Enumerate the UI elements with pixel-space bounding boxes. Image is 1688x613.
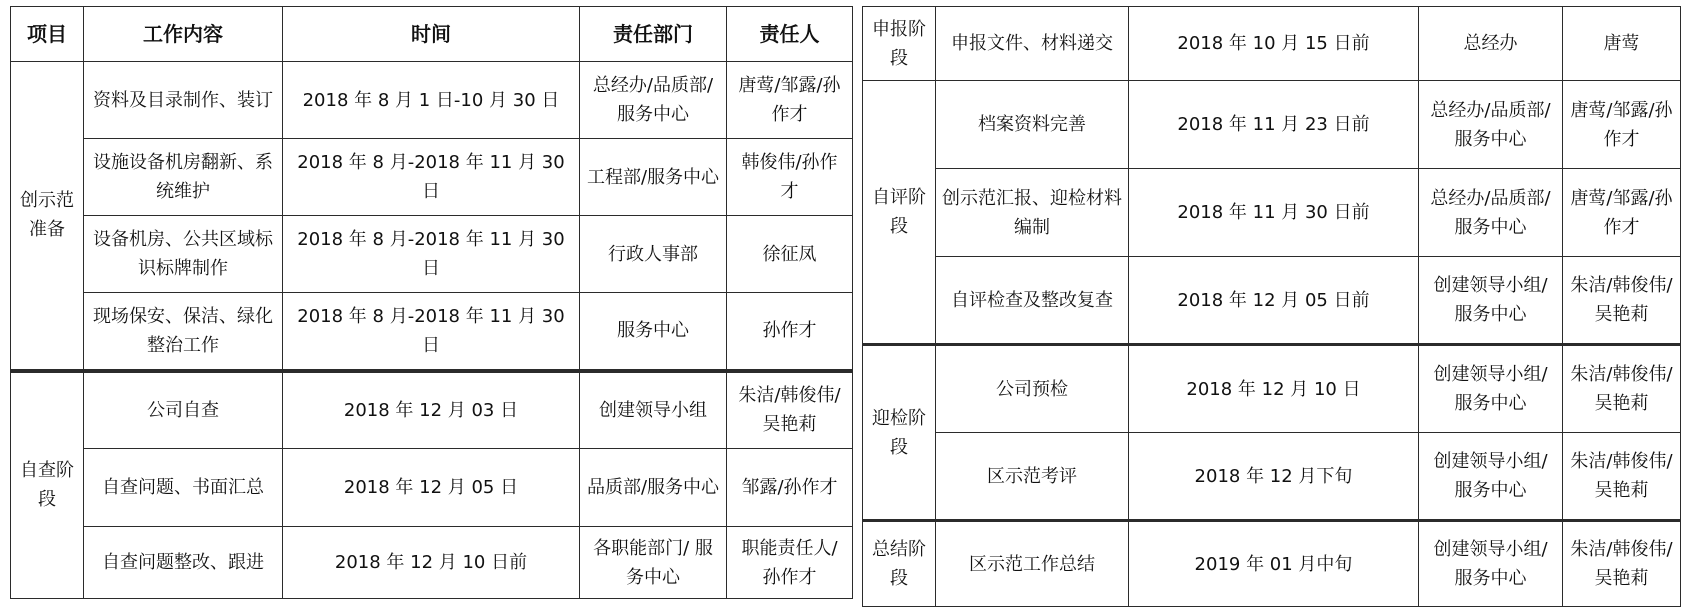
owner-cell: 唐莺/邹露/孙作才 bbox=[1563, 169, 1681, 257]
dept-cell: 品质部/服务中心 bbox=[580, 449, 727, 527]
table-row bbox=[863, 433, 1681, 521]
task-cell: 资料及目录制作、装订 bbox=[84, 62, 283, 139]
task-cell: 区示范考评 bbox=[936, 433, 1129, 521]
owner-cell: 唐莺/邹露/孙作才 bbox=[1563, 81, 1681, 169]
time-cell: 2018 年 8 月-2018 年 11 月 30 日 bbox=[283, 139, 580, 216]
dept-cell: 服务中心 bbox=[580, 293, 727, 371]
owner-cell: 职能责任人/孙作才 bbox=[727, 527, 853, 599]
right-schedule-table bbox=[862, 6, 1681, 607]
time-cell: 2018 年 12 月 10 日 bbox=[1129, 345, 1419, 433]
dept-cell: 工程部/服务中心 bbox=[580, 139, 727, 216]
dept-cell: 创建领导小组/服务中心 bbox=[1419, 257, 1563, 345]
dept-cell: 行政人事部 bbox=[580, 216, 727, 293]
table-row bbox=[11, 449, 853, 527]
owner-cell: 徐征凤 bbox=[727, 216, 853, 293]
task-cell: 自评检查及整改复查 bbox=[936, 257, 1129, 345]
task-cell: 区示范工作总结 bbox=[936, 521, 1129, 607]
table-row bbox=[11, 371, 853, 449]
table-row bbox=[863, 169, 1681, 257]
time-cell: 2018 年 8 月-2018 年 11 月 30 日 bbox=[283, 293, 580, 371]
owner-cell: 韩俊伟/孙作才 bbox=[727, 139, 853, 216]
left-schedule-table bbox=[10, 6, 853, 599]
dept-cell: 各职能部门/ 服务中心 bbox=[580, 527, 727, 599]
stage-cell: 创示范准备 bbox=[11, 62, 84, 371]
owner-cell: 孙作才 bbox=[727, 293, 853, 371]
stage-cell: 总结阶段 bbox=[863, 521, 936, 607]
task-cell: 申报文件、材料递交 bbox=[936, 7, 1129, 81]
stage-cell: 申报阶段 bbox=[863, 7, 936, 81]
stage-cell: 迎检阶段 bbox=[863, 345, 936, 521]
task-cell: 档案资料完善 bbox=[936, 81, 1129, 169]
header-owner: 责任人 bbox=[727, 7, 853, 62]
time-cell: 2018 年 11 月 23 日前 bbox=[1129, 81, 1419, 169]
owner-cell: 邹露/孙作才 bbox=[727, 449, 853, 527]
table-row bbox=[11, 216, 853, 293]
stage-cell: 自评阶段 bbox=[863, 81, 936, 345]
time-cell: 2018 年 12 月 05 日前 bbox=[1129, 257, 1419, 345]
time-cell: 2018 年 8 月 1 日-10 月 30 日 bbox=[283, 62, 580, 139]
owner-cell: 朱洁/韩俊伟/吴艳莉 bbox=[1563, 345, 1681, 433]
owner-cell: 唐莺 bbox=[1563, 7, 1681, 81]
dept-cell: 创建领导小组 bbox=[580, 371, 727, 449]
dept-cell: 创建领导小组/服务中心 bbox=[1419, 433, 1563, 521]
dept-cell: 总经办/品质部/服务中心 bbox=[1419, 169, 1563, 257]
table-row bbox=[863, 81, 1681, 169]
table-row bbox=[863, 521, 1681, 607]
time-cell: 2018 年 12 月下旬 bbox=[1129, 433, 1419, 521]
table-row bbox=[11, 527, 853, 599]
owner-cell: 唐莺/邹露/孙作才 bbox=[727, 62, 853, 139]
dept-cell: 创建领导小组/服务中心 bbox=[1419, 345, 1563, 433]
header-row bbox=[11, 7, 853, 62]
header-task: 工作内容 bbox=[84, 7, 283, 62]
dept-cell: 总经办/品质部/服务中心 bbox=[1419, 81, 1563, 169]
task-cell: 设施设备机房翻新、系统维护 bbox=[84, 139, 283, 216]
task-cell: 自查问题、书面汇总 bbox=[84, 449, 283, 527]
table-row bbox=[11, 62, 853, 139]
header-project: 项目 bbox=[11, 7, 84, 62]
time-cell: 2018 年 12 月 03 日 bbox=[283, 371, 580, 449]
time-cell: 2018 年 10 月 15 日前 bbox=[1129, 7, 1419, 81]
header-time: 时间 bbox=[283, 7, 580, 62]
header-dept: 责任部门 bbox=[580, 7, 727, 62]
dept-cell: 创建领导小组/服务中心 bbox=[1419, 521, 1563, 607]
owner-cell: 朱洁/韩俊伟/吴艳莉 bbox=[1563, 521, 1681, 607]
task-cell: 公司自查 bbox=[84, 371, 283, 449]
table-row bbox=[863, 257, 1681, 345]
table-row bbox=[863, 7, 1681, 81]
time-cell: 2018 年 8 月-2018 年 11 月 30 日 bbox=[283, 216, 580, 293]
time-cell: 2019 年 01 月中旬 bbox=[1129, 521, 1419, 607]
task-cell: 现场保安、保洁、绿化整治工作 bbox=[84, 293, 283, 371]
table-row bbox=[11, 293, 853, 371]
time-cell: 2018 年 12 月 05 日 bbox=[283, 449, 580, 527]
time-cell: 2018 年 11 月 30 日前 bbox=[1129, 169, 1419, 257]
dept-cell: 总经办/品质部/服务中心 bbox=[580, 62, 727, 139]
dept-cell: 总经办 bbox=[1419, 7, 1563, 81]
stage-cell: 自查阶段 bbox=[11, 371, 84, 599]
time-cell: 2018 年 12 月 10 日前 bbox=[283, 527, 580, 599]
owner-cell: 朱洁/韩俊伟/吴艳莉 bbox=[727, 371, 853, 449]
task-cell: 自查问题整改、跟进 bbox=[84, 527, 283, 599]
task-cell: 设备机房、公共区域标识标牌制作 bbox=[84, 216, 283, 293]
table-row bbox=[11, 139, 853, 216]
task-cell: 公司预检 bbox=[936, 345, 1129, 433]
owner-cell: 朱洁/韩俊伟/吴艳莉 bbox=[1563, 257, 1681, 345]
owner-cell: 朱洁/韩俊伟/吴艳莉 bbox=[1563, 433, 1681, 521]
table-row bbox=[863, 345, 1681, 433]
task-cell: 创示范汇报、迎检材料编制 bbox=[936, 169, 1129, 257]
